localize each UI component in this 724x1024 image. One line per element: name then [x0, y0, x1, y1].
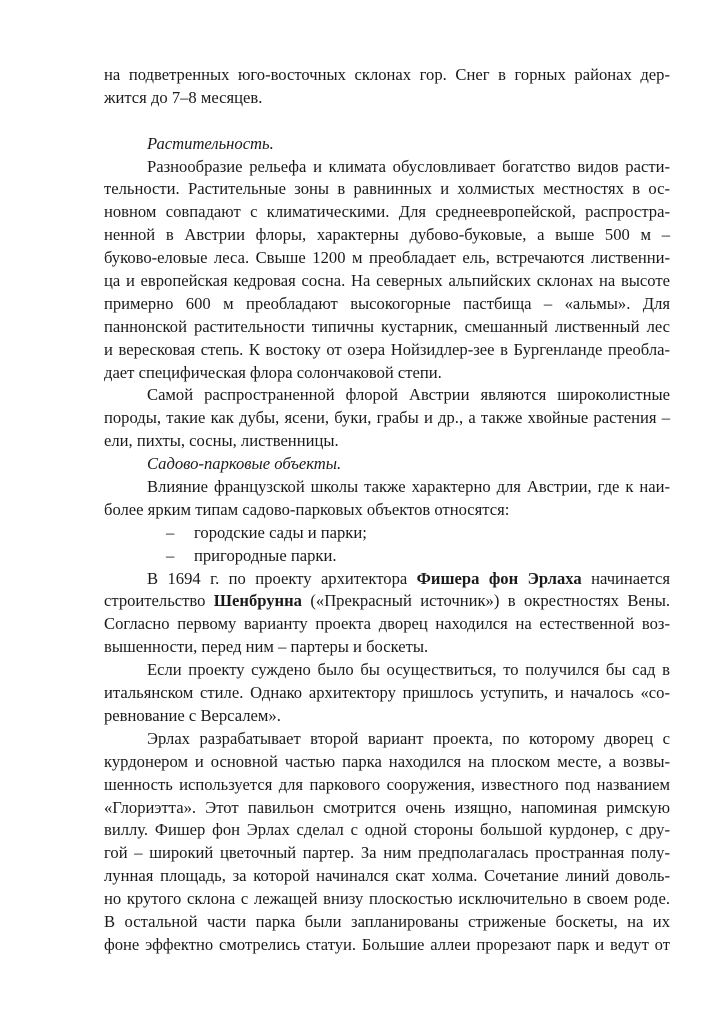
text-line: В остальной части парка были запланированы стриженые боскеты, на их — [104, 911, 670, 931]
text-line: гой – широкий цветочный партер. За ним предполагалась пространная полу- — [104, 843, 670, 863]
text-line: итальянском стиле. Однако архитектору пришлось уступить, и началось «со- — [104, 683, 670, 703]
text-line: лунная площадь, за которой начинался скат холма. Сочетание линий доволь- — [104, 866, 670, 886]
text-line: Влияние французской школы также характерно для Австрии, где к наи- — [147, 477, 670, 497]
text-line: ели, пихты, сосны, лиственницы. — [104, 431, 339, 451]
influence-paragraph — [104, 476, 670, 522]
list-dash: – — [166, 545, 175, 565]
palace-name: Шенбрунна — [213, 591, 302, 611]
vegetation-paragraph — [104, 156, 670, 385]
text-line: новном совпадают с климатическими. Для среднеевропейской, распростра- — [104, 202, 670, 222]
list-item-text: пригородные парки. — [194, 545, 337, 565]
architect-name: Фишера фон Эрлаха — [416, 568, 582, 588]
intro-paragraph — [104, 64, 670, 110]
text-line — [104, 568, 670, 591]
list-dash: – — [166, 522, 175, 542]
text-line: Самой распространенной флорой Австрии являются широколистные — [147, 385, 670, 405]
text-line: примерно 600 м преобладают высокогорные пастбища – «альмы». Для — [104, 293, 670, 313]
text-line: Эрлах разрабатывает второй вариант проекта, по которому дворец с — [147, 728, 670, 748]
text-line: дает специфическая флора солончаковой степи. — [104, 362, 442, 382]
section-heading-vegetation: Растительность. — [147, 133, 274, 153]
garden-types-list — [104, 522, 670, 568]
text-line: жится до 7–8 месяцев. — [104, 87, 263, 107]
text-line: Согласно первому варианту проекта дворец находился на естественной воз- — [104, 614, 670, 634]
section-heading-gardens: Садово-парковые объекты. — [147, 454, 342, 474]
text-line: более ярким типам садово-парковых объектов относятся: — [104, 499, 510, 519]
schonbrunn-paragraph — [104, 568, 670, 660]
erlach-paragraph — [104, 728, 670, 957]
text-line: курдонером и основной частью парка находился на плоском месте, а возвы- — [104, 751, 670, 771]
text-line: Если проекту суждено было бы осуществиться, то получился бы сад в — [147, 660, 670, 680]
text-line: шенность используется для паркового сооружения, известного под названием — [104, 774, 670, 794]
text-line — [104, 590, 670, 613]
text-line: «Глориэтта». Этот павильон смотрится очень изящно, напоминая римскую — [104, 797, 670, 817]
text-line: буково-еловые леса. Свыше 1200 м преобладает ель, встречаются лиственни- — [104, 248, 670, 268]
text-run: начинается — [581, 568, 670, 588]
text-run: В 1694 г. по проекту архитектора — [147, 568, 417, 588]
text-line: на подветренных юго-восточных склонах гор. Снег в горных районах дер- — [104, 65, 670, 84]
text-line: и вересковая степь. К востоку от озера Нойзидлер-зее в Бургенланде преобла- — [104, 339, 670, 359]
list-item — [104, 522, 670, 545]
text-line: но крутого склона с лежащей внизу плоскостью исключительно в своем роде. — [104, 889, 670, 909]
text-line: ненной в Австрии флоры, характерны дубово-буковые, а выше 500 м – — [104, 225, 670, 245]
blank-line — [104, 110, 670, 133]
text-line: ца и европейская кедровая сосна. На северных альпийских склонах на высоте — [104, 271, 670, 291]
text-line: породы, такие как дубы, ясени, буки, грабы и др., а также хвойные растения – — [104, 408, 670, 428]
trees-paragraph — [104, 384, 670, 453]
text-line: фоне эффектно смотрелись статуи. Большие аллеи прорезают парк и ведут от — [104, 934, 670, 954]
text-line: вышенности, перед ним – партеры и боскеты. — [104, 637, 429, 657]
text-line: паннонской растительности типичны кустарник, смешанный лиственный лес — [104, 316, 670, 336]
list-item-text: городские сады и парки; — [194, 522, 367, 542]
text-line: виллу. Фишер фон Эрлах сделал с одной стороны большой курдонер, с дру- — [104, 820, 670, 840]
text-line: Разнообразие рельефа и климата обусловливает богатство видов расти- — [147, 156, 670, 176]
document-page — [104, 64, 670, 957]
text-line: тельности. Растительные зоны в равнинных и холмистых местностях в ос- — [104, 179, 670, 199]
text-run: строительство — [104, 591, 214, 611]
project-paragraph — [104, 659, 670, 728]
list-item — [104, 545, 670, 568]
text-line: ревнование с Версалем». — [104, 705, 281, 725]
text-run: («Прекрасный источник») в окрестностях Вены. — [301, 591, 670, 611]
